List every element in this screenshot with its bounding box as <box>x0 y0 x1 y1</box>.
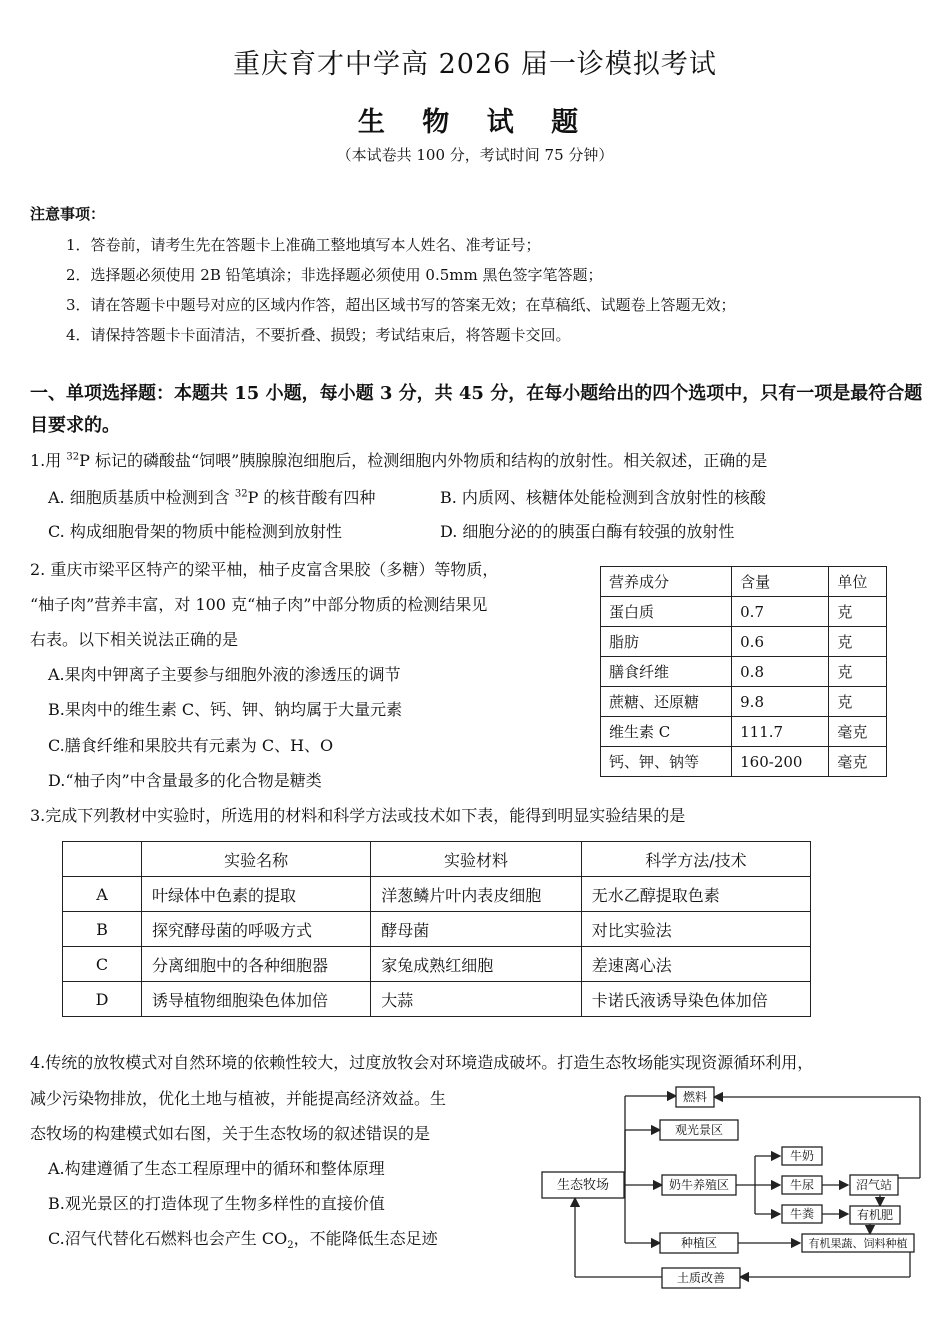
table-row <box>63 877 811 912</box>
table-cell: 克 <box>829 597 887 627</box>
table-cell: C <box>63 947 142 982</box>
table-row <box>601 627 887 657</box>
exam-info: （本试卷共 100 分，考试时间 75 分钟） <box>336 146 614 164</box>
table-cell: 脂肪 <box>601 627 732 657</box>
q1-option-c: C. 构成细胞骨架的物质中能检测到放射性 <box>48 522 342 541</box>
table-cell: 蛋白质 <box>601 597 732 627</box>
note-item: 2．选择题必须使用 2B 铅笔填涂；非选择题必须使用 0.5mm 黑色签字笔答题； <box>66 266 603 284</box>
nutrition-table-header <box>601 567 887 597</box>
table-row <box>601 597 887 627</box>
diagram-dairy: 奶牛养殖区 <box>668 1178 730 1192</box>
q4-option-b: B.观光景区的打造体现了生物多样性的直接价值 <box>48 1194 385 1213</box>
table-cell: 卡诺氏液诱导染色体加倍 <box>581 982 810 1017</box>
notes-heading: 注意事项： <box>30 205 106 223</box>
table-cell: 111.7 <box>732 717 829 747</box>
table-cell: 0.6 <box>732 627 829 657</box>
table-cell: 探究酵母菌的呼吸方式 <box>142 912 371 947</box>
table-cell: 诱导植物细胞染色体加倍 <box>142 982 371 1017</box>
table-cell: 差速离心法 <box>581 947 810 982</box>
table-cell: D <box>63 982 142 1017</box>
table-cell: 实验名称 <box>142 842 371 877</box>
diagram-soil: 土质改善 <box>676 1271 726 1285</box>
table-cell: 克 <box>829 627 887 657</box>
note-item: 4．请保持答题卡卡面清洁，不要折叠、损毁；考试结束后，将答题卡交回。 <box>66 326 571 344</box>
diagram-milk: 牛奶 <box>789 1149 815 1163</box>
q1-option-a: A. 细胞质基质中检测到含 $^{32}$P 的核苷酸有四种 <box>48 488 376 507</box>
table-cell: 9.8 <box>732 687 829 717</box>
q1-option-d: D. 细胞分泌的的胰蛋白酶有较强的放射性 <box>440 522 735 541</box>
q2-option-b: B.果肉中的维生素 C、钙、钾、钠均属于大量元素 <box>48 700 403 719</box>
diagram-biogas: 沼气站 <box>855 1178 893 1192</box>
table-cell: 叶绿体中色素的提取 <box>142 877 371 912</box>
table-cell: 毫克 <box>829 717 887 747</box>
table-cell: 毫克 <box>829 747 887 777</box>
diagram-fuel: 燃料 <box>682 1090 708 1104</box>
q4-option-c: C.沼气代替化石燃料也会产生 $CO_2$，不能降低生态足迹 <box>48 1229 438 1252</box>
table-cell: 含量 <box>732 567 829 597</box>
table-cell: 0.7 <box>732 597 829 627</box>
table-cell: 酵母菌 <box>371 912 582 947</box>
table-row <box>63 912 811 947</box>
question-4-stem-line: 减少污染物排放，优化土地与植被，并能提高经济效益。生 <box>30 1089 447 1108</box>
question-4-stem-line: 态牧场的构建模式如右图，关于生态牧场的叙述错误的是 <box>30 1124 431 1143</box>
subject-title: 生 物 试 题 <box>357 107 593 138</box>
note-item: 1．答卷前，请考生先在答题卡上准确工整地填写本人姓名、准考证号； <box>66 236 541 254</box>
question-2-stem-line: 右表。以下相关说法正确的是 <box>30 630 239 649</box>
table-cell: 实验材料 <box>371 842 582 877</box>
table-cell: 蔗糖、还原糖 <box>601 687 732 717</box>
question-1-stem: 1.用 $^{32}$P 标记的磷酸盐“饲喂”胰腺腺泡细胞后，检测细胞内外物质和结构的放射性。相关叙述，正确的是 <box>30 451 768 470</box>
table-row <box>601 717 887 747</box>
table-cell: 分离细胞中的各种细胞器 <box>142 947 371 982</box>
note-item: 3．请在答题卡中题号对应的区域内作答，超出区域书写的答案无效；在草稿纸、试题卷上答题无效； <box>66 296 736 314</box>
table-cell: 钙、钾、钠等 <box>601 747 732 777</box>
diagram-urine: 牛尿 <box>789 1178 815 1192</box>
table-cell: 0.8 <box>732 657 829 687</box>
nutrition-table <box>600 566 887 777</box>
q2-option-a: A.果肉中钾离子主要参与细胞外液的渗透压的调节 <box>48 665 401 684</box>
table-cell: 科学方法/技术 <box>581 842 810 877</box>
table-row <box>601 747 887 777</box>
table-row <box>601 687 887 717</box>
table-row <box>63 947 811 982</box>
table-cell: 对比实验法 <box>581 912 810 947</box>
q4-option-a: A.构建遵循了生态工程原理中的循环和整体原理 <box>48 1159 385 1178</box>
table-cell: B <box>63 912 142 947</box>
table-cell: A <box>63 877 142 912</box>
diagram-products: 有机果蔬、饲料种植 <box>808 1237 908 1250</box>
section-heading: 一、单项选择题：本题共 15 小题，每小题 3 分，共 45 分，在每小题给出的四个选项中，只有一项是最符合题目要求的。 <box>30 383 923 436</box>
table-cell: 单位 <box>829 567 887 597</box>
diagram-dung: 牛粪 <box>789 1207 815 1221</box>
diagram-fertilizer: 有机肥 <box>856 1208 894 1222</box>
eco-ranch-diagram <box>530 1078 940 1290</box>
table-row <box>63 982 811 1017</box>
table-cell: 洋葱鳞片叶内表皮细胞 <box>371 877 582 912</box>
q2-option-c: C.膳食纤维和果胶共有元素为 C、H、O <box>48 736 334 755</box>
diagram-planting: 种植区 <box>680 1236 718 1250</box>
table-cell: 大蒜 <box>371 982 582 1017</box>
table-cell: 无水乙醇提取色素 <box>581 877 810 912</box>
table-cell: 160-200 <box>732 747 829 777</box>
table-cell <box>63 842 142 877</box>
experiment-table <box>62 841 811 1017</box>
question-2-stem-line: 2. 重庆市梁平区特产的梁平柚，柚子皮富含果胶（多糖）等物质， <box>30 560 499 579</box>
table-cell: 克 <box>829 687 887 717</box>
table-cell: 家兔成熟红细胞 <box>371 947 582 982</box>
question-4-stem-line: 4.传统的放牧模式对自然环境的依赖性较大，过度放牧会对环境造成破坏。打造生态牧场能实现资源循环利用， <box>30 1053 814 1072</box>
table-cell: 维生素 C <box>601 717 732 747</box>
table-cell: 营养成分 <box>601 567 732 597</box>
diagram-tourism: 观光景区 <box>674 1123 724 1137</box>
q1-option-b: B. 内质网、核糖体处能检测到含放射性的核酸 <box>440 488 766 507</box>
question-2-stem-line: “柚子肉”营养丰富，对 100 克“柚子肉”中部分物质的检测结果见 <box>30 595 488 614</box>
table-cell: 克 <box>829 657 887 687</box>
exam-title: 重庆育才中学高 2026 届一诊模拟考试 <box>233 49 717 80</box>
q2-option-d: D.“柚子肉”中含量最多的化合物是糖类 <box>48 771 322 790</box>
table-row <box>601 657 887 687</box>
question-3-stem: 3.完成下列教材中实验时，所选用的材料和科学方法或技术如下表，能得到明显实验结果的是 <box>30 806 686 825</box>
diagram-ranch: 生态牧场 <box>556 1178 610 1193</box>
table-cell: 膳食纤维 <box>601 657 732 687</box>
experiment-table-header <box>63 842 811 877</box>
